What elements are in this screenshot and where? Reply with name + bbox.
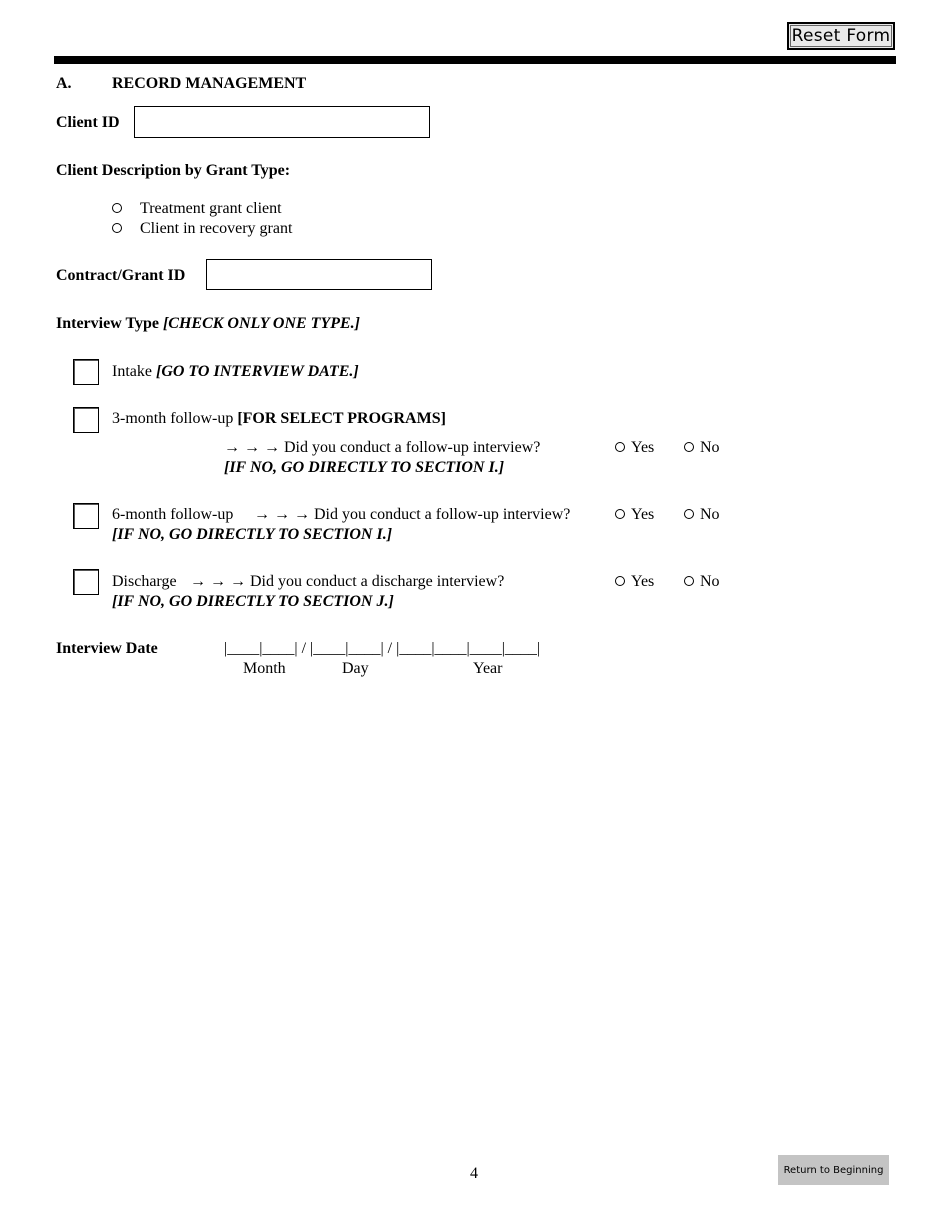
six-month-no-radio[interactable]: [684, 509, 694, 519]
contract-id-label: Contract/Grant ID: [56, 267, 186, 284]
year-label: Year: [473, 660, 503, 677]
discharge-label: Discharge: [112, 573, 177, 590]
radio-treatment-grant[interactable]: [112, 203, 122, 213]
discharge-yes-label: Yes: [631, 573, 655, 590]
client-id-input[interactable]: [134, 106, 430, 138]
day-label: Day: [342, 660, 369, 677]
three-month-checkbox[interactable]: [73, 407, 99, 433]
intake-row: [112, 362, 359, 382]
six-month-instruction: [IF NO, GO DIRECTLY TO SECTION I.]: [112, 526, 393, 543]
client-id-label: Client ID: [56, 114, 120, 131]
month-label: Month: [243, 660, 286, 677]
discharge-question: → → → Did you conduct a discharge interview?: [190, 573, 505, 590]
three-month-no-radio[interactable]: [684, 442, 694, 452]
six-month-yes-label: Yes: [631, 506, 655, 523]
intake-checkbox[interactable]: [73, 359, 99, 385]
six-month-checkbox[interactable]: [73, 503, 99, 529]
discharge-instruction: [IF NO, GO DIRECTLY TO SECTION J.]: [112, 593, 394, 610]
three-month-label: 3-month follow-up: [112, 410, 234, 427]
discharge-yes-radio[interactable]: [615, 576, 625, 586]
radio-recovery-grant[interactable]: [112, 223, 122, 233]
three-month-yes-label: Yes: [631, 439, 655, 456]
discharge-no-radio[interactable]: [684, 576, 694, 586]
interview-type-label: Interview Type: [56, 315, 159, 332]
three-month-question: → → → Did you conduct a follow-up interview?: [224, 439, 541, 456]
return-to-beginning-button[interactable]: Return to Beginning: [778, 1155, 889, 1185]
three-month-note: [FOR SELECT PROGRAMS]: [237, 410, 446, 427]
interview-date-field[interactable]: |____|____| / |____|____| / |____|____|____|____|: [224, 640, 541, 657]
interview-type-heading: [56, 314, 360, 334]
interview-type-instruction: [CHECK ONLY ONE TYPE.]: [162, 315, 360, 332]
three-month-no-label: No: [700, 439, 720, 456]
discharge-checkbox[interactable]: [73, 569, 99, 595]
discharge-no-label: No: [700, 573, 720, 590]
page-number: 4: [470, 1165, 478, 1182]
three-month-instruction: [IF NO, GO DIRECTLY TO SECTION I.]: [224, 459, 505, 476]
recovery-grant-label: Client in recovery grant: [140, 220, 293, 237]
intake-label: Intake: [112, 363, 152, 380]
contract-id-input[interactable]: [206, 259, 432, 290]
section-letter: A.: [56, 75, 72, 92]
section-divider: [54, 56, 896, 64]
interview-date-label: Interview Date: [56, 640, 158, 657]
section-title: RECORD MANAGEMENT: [112, 75, 307, 92]
three-month-yes-radio[interactable]: [615, 442, 625, 452]
grant-type-label: Client Description by Grant Type:: [56, 162, 291, 179]
six-month-question: → → → Did you conduct a follow-up interview?: [254, 506, 571, 523]
treatment-grant-label: Treatment grant client: [140, 200, 282, 217]
six-month-label: 6-month follow-up: [112, 506, 234, 523]
intake-instruction: [GO TO INTERVIEW DATE.]: [155, 363, 359, 380]
six-month-no-label: No: [700, 506, 720, 523]
three-month-row: [112, 409, 446, 429]
six-month-yes-radio[interactable]: [615, 509, 625, 519]
reset-form-button[interactable]: Reset Form: [787, 22, 895, 50]
